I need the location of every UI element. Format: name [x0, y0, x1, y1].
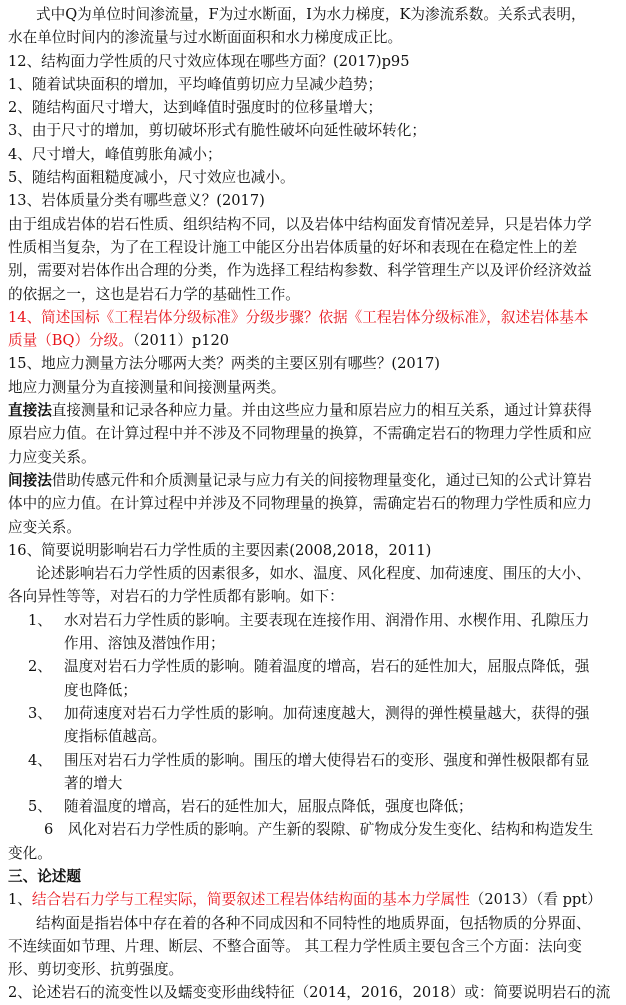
paragraph-line: 力应变关系。	[8, 448, 96, 466]
list-item	[28, 609, 614, 656]
essay-question-1-suffix: （2013）（看 ppt）	[469, 891, 602, 909]
list-item-number: 3、	[28, 704, 52, 722]
list-item	[28, 655, 614, 702]
paragraph-line: 原岩应力值。在计算过程中并不涉及不同物理量的换算，不需确定岩石的物理力学性质和应	[8, 425, 592, 443]
list-item-number: 2、	[28, 658, 52, 676]
paragraph-line: 体中的应力值。在计算过程中并涉及不同物理量的换算，需确定岩石的物理力学性质和应力	[8, 495, 592, 513]
list-item-text: 著的增大	[64, 774, 123, 792]
essay-question-2-title: 2、论述岩石的流变性以及蠕变变形曲线特征（2014，2016，2018）或：简要说明岩石的流	[8, 984, 611, 1002]
question-13-title: 13、岩体质量分类有哪些意义？(2017)	[8, 192, 265, 210]
paragraph-line: 地应力测量分为直接测量和间接测量两类。	[8, 378, 286, 396]
answer-item: 2、随结构面尺寸增大，达到峰值时强度时的位移量增大；	[8, 99, 383, 117]
paragraph-line: 别，需要对岩体作出合理的分类，作为选择工程结构参数、科学管理生产以及评价经济效益	[8, 262, 592, 280]
indirect-method-text: 借助传感元件和介质测量记录与应力有关的间接物理量变化，通过已知的公式计算岩	[51, 471, 592, 489]
list-item	[28, 795, 614, 818]
list-item-6-cont: 变化。	[8, 844, 52, 862]
question-16-title: 16、简要说明影响岩石力学性质的主要因素(2008,2018，2011)	[8, 541, 432, 559]
paragraph-line: 各向异性等等，对岩石的力学性质都有影响。如下：	[8, 588, 344, 606]
list-item-number: 1、	[28, 611, 52, 629]
paragraph-line: 应变关系。	[8, 518, 81, 536]
answer-item: 4、尺寸增大，峰值剪胀角减小；	[8, 145, 222, 163]
list-item-6: 6 风化对岩石力学性质的影响。产生新的裂隙、矿物成分发生变化、结构和构造发生	[44, 821, 594, 839]
answer-item: 3、由于尺寸的增加，剪切破坏形式有脆性破坏向延性破坏转化；	[8, 122, 426, 140]
answer-item: 5、随结构面粗糙度减小，尺寸效应也减小。	[8, 169, 295, 187]
paragraph-line: 论述影响岩石力学性质的因素很多，如水、温度、风化程度、加荷速度、围压的大小、	[36, 565, 591, 583]
intro-line: 式中Q为单位时间渗流量，F为过水断面，I为水力梯度，K为渗流系数。关系式表明，	[36, 6, 586, 23]
question-14-title-cont	[8, 329, 614, 352]
list-item-text: 度也降低；	[64, 681, 137, 699]
list-item-text: 水对岩石力学性质的影响。主要表现在连接作用、润滑作用、水楔作用、孔隙压力	[64, 611, 590, 629]
essay-question-1-red-title: 结合岩石力学与工程实际，简要叙述工程岩体结构面的基本力学属性	[31, 891, 470, 909]
question-12-title: 12、结构面力学性质的尺寸效应体现在哪些方面？(2017)p95	[8, 52, 410, 70]
paragraph-line: 形、剪切变形、抗剪强度。	[8, 961, 184, 979]
essay-question-1-number: 1、	[8, 891, 32, 909]
indirect-method-line	[8, 469, 614, 492]
list-item-text: 度指标值越高。	[64, 728, 167, 746]
direct-method-line	[8, 399, 614, 422]
question-14-title: 14、简述国标《工程岩体分级标准》分级步骤？依据《工程岩体分级标准》，叙述岩体基本	[8, 308, 589, 326]
intro-line: 水在单位时间内的渗流量与过水断面面积和水力梯度成正比。	[8, 29, 403, 47]
indirect-method-term: 间接法	[8, 471, 52, 489]
list-item	[28, 749, 614, 796]
direct-method-text: 直接测量和记录各种应力量。并由这些应力量和原岩应力的相互关系，通过计算获得	[51, 402, 592, 420]
document-page	[8, 3, 614, 1005]
answer-item: 1、随着试块面积的增加，平均峰值剪切应力呈减少趋势；	[8, 75, 383, 93]
question-14-title-red: 质量（BQ）分级。	[8, 332, 133, 350]
paragraph-line: 的依据之一，这也是岩石力学的基础性工作。	[8, 285, 300, 303]
list-item-number: 5、	[28, 798, 52, 816]
question-15-title: 15、地应力测量方法分哪两大类？两类的主要区别有哪些？(2017)	[8, 355, 440, 373]
section-heading: 三、论述题	[8, 867, 81, 885]
paragraph-line: 不连续面如节理、片理、断层、不整合面等。 其工程力学性质主要包含三个方面：法向变	[8, 937, 582, 955]
list-item-number: 4、	[28, 751, 52, 769]
paragraph-line: 性质相当复杂，为了在工程设计施工中能区分出岩体质量的好坏和表现在在稳定性上的差	[8, 238, 578, 256]
list-item-text: 围压对岩石力学性质的影响。围压的增大使得岩石的变形、强度和弹性极限都有显	[64, 751, 590, 769]
question-14-ref: （2011）p120	[132, 332, 230, 350]
direct-method-term: 直接法	[8, 402, 52, 420]
paragraph-line: 由于组成岩体的岩石性质、组织结构不同，以及岩体中结构面发育情况差异，只是岩体力学	[8, 215, 592, 233]
essay-question-1-title	[8, 888, 614, 911]
list-item-text: 随着温度的增高，岩石的延性加大，屈服点降低，强度也降低；	[64, 798, 473, 816]
paragraph-line: 结构面是指岩体中存在着的各种不同成因和不同特性的地质界面，包括物质的分界面、	[36, 914, 591, 932]
list-item-text: 作用、溶蚀及潜蚀作用；	[64, 635, 225, 653]
list-item	[28, 702, 614, 749]
list-item-text: 温度对岩石力学性质的影响。随着温度的增高，岩石的延性加大，屈服点降低，强	[64, 658, 590, 676]
list-item-text: 加荷速度对岩石力学性质的影响。加荷速度越大，测得的弹性模量越大，获得的强	[64, 704, 590, 722]
